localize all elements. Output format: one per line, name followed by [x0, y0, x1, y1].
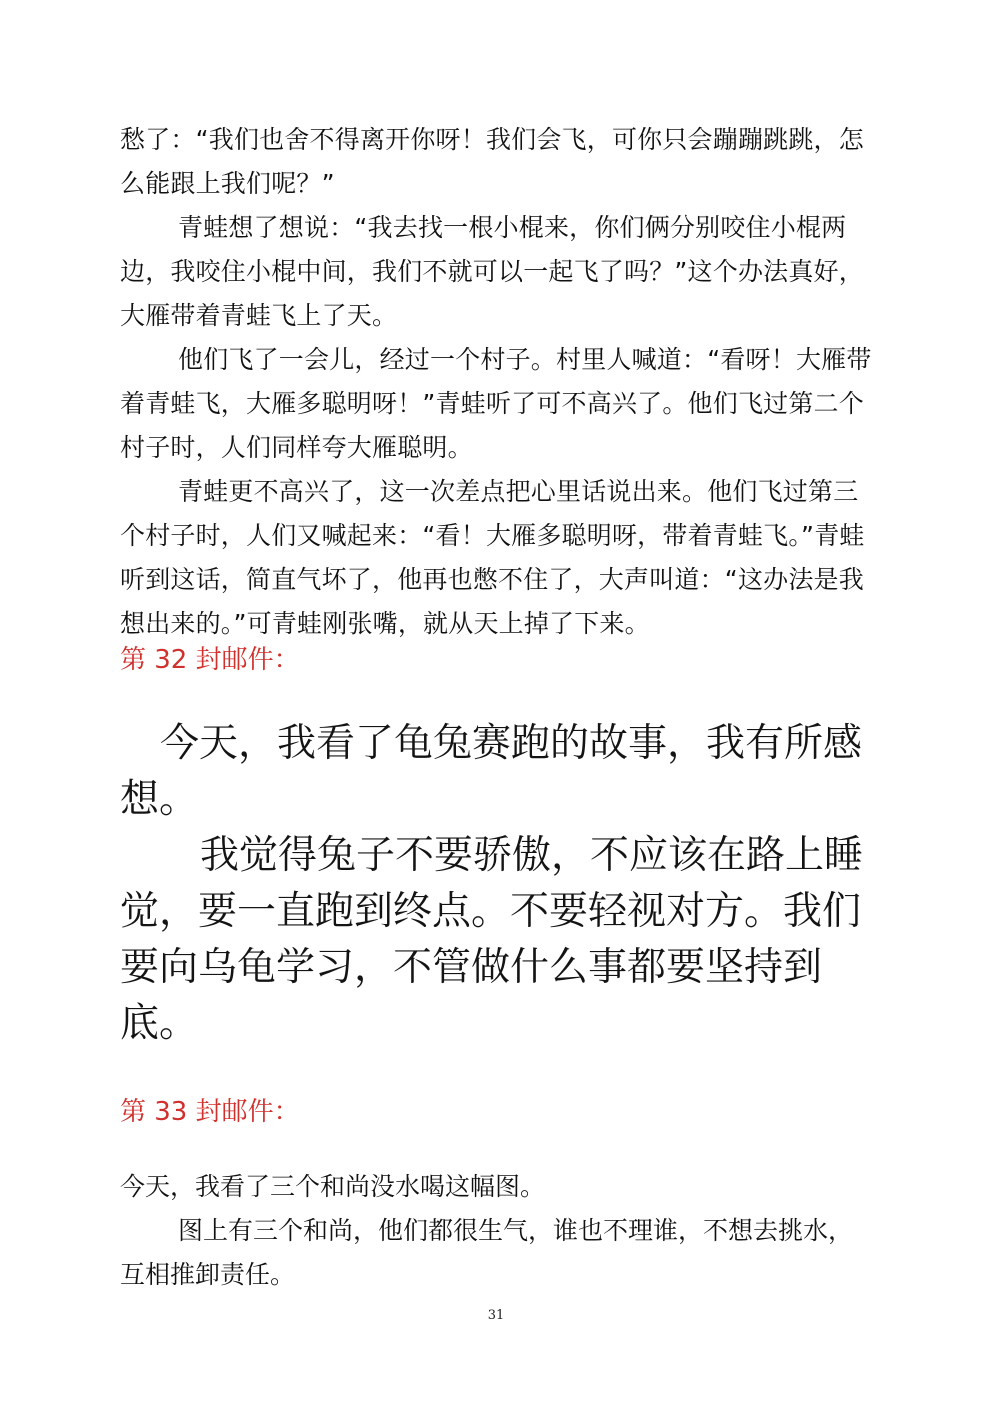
- story-paragraph-1: 愁了：“我们也舍不得离开你呀！我们会飞，可你只会蹦蹦跳跳，怎么能跟上我们呢？”: [120, 125, 864, 198]
- page-number: 31: [487, 1308, 505, 1323]
- story-paragraph-2: 青蛙想了想说：“我去找一根小棍来，你们俩分别咬住小棍两边，我咬住小棍中间，我们不就可以一起飞了吗？”这个办法真好，大雁带着青蛙飞上了天。: [120, 213, 864, 330]
- story-paragraph-4: 青蛙更不高兴了，这一次差点把心里话说出来。他们飞过第三个村子时，人们又喊起来：“看！大雁多聪明呀，带着青蛙飞。”青蛙听到这话，简直气坏了，他再也憋不住了，大声叫道：“这办法是我想出来的。”可青蛙刚张嘴，就从天上掉了下来。: [120, 477, 865, 638]
- essay-paragraph-2: 我觉得兔子不要骄傲，不应该在路上睡觉，要一直跑到终点。不要轻视对方。我们要向乌龟学习，不管做什么事都要坚持到底。: [120, 833, 864, 1046]
- story-paragraph-3: 他们飞了一会儿，经过一个村子。村里人喊道：“看呀！大雁带着青蛙飞，大雁多聪明呀！”青蛙听了可不高兴了。他们飞过第二个村子时，人们同样夸大雁聪明。: [120, 345, 872, 462]
- essay-paragraph-1: 今天，我看了龟兔赛跑的故事，我有所感想。: [120, 721, 863, 822]
- story-text: [120, 118, 872, 646]
- email-33-heading: 第 33 封邮件：: [120, 1097, 300, 1127]
- email-32-essay: [120, 716, 872, 1052]
- story2-paragraph-1: 今天，我看了三个和尚没水喝这幅图。: [120, 1172, 546, 1201]
- email-33-text: [120, 1165, 872, 1297]
- story2-paragraph-2: 图上有三个和尚，他们都很生气，谁也不理谁，不想去挑水，互相推卸责任。: [120, 1216, 854, 1289]
- email-32-heading: 第 32 封邮件：: [120, 645, 300, 675]
